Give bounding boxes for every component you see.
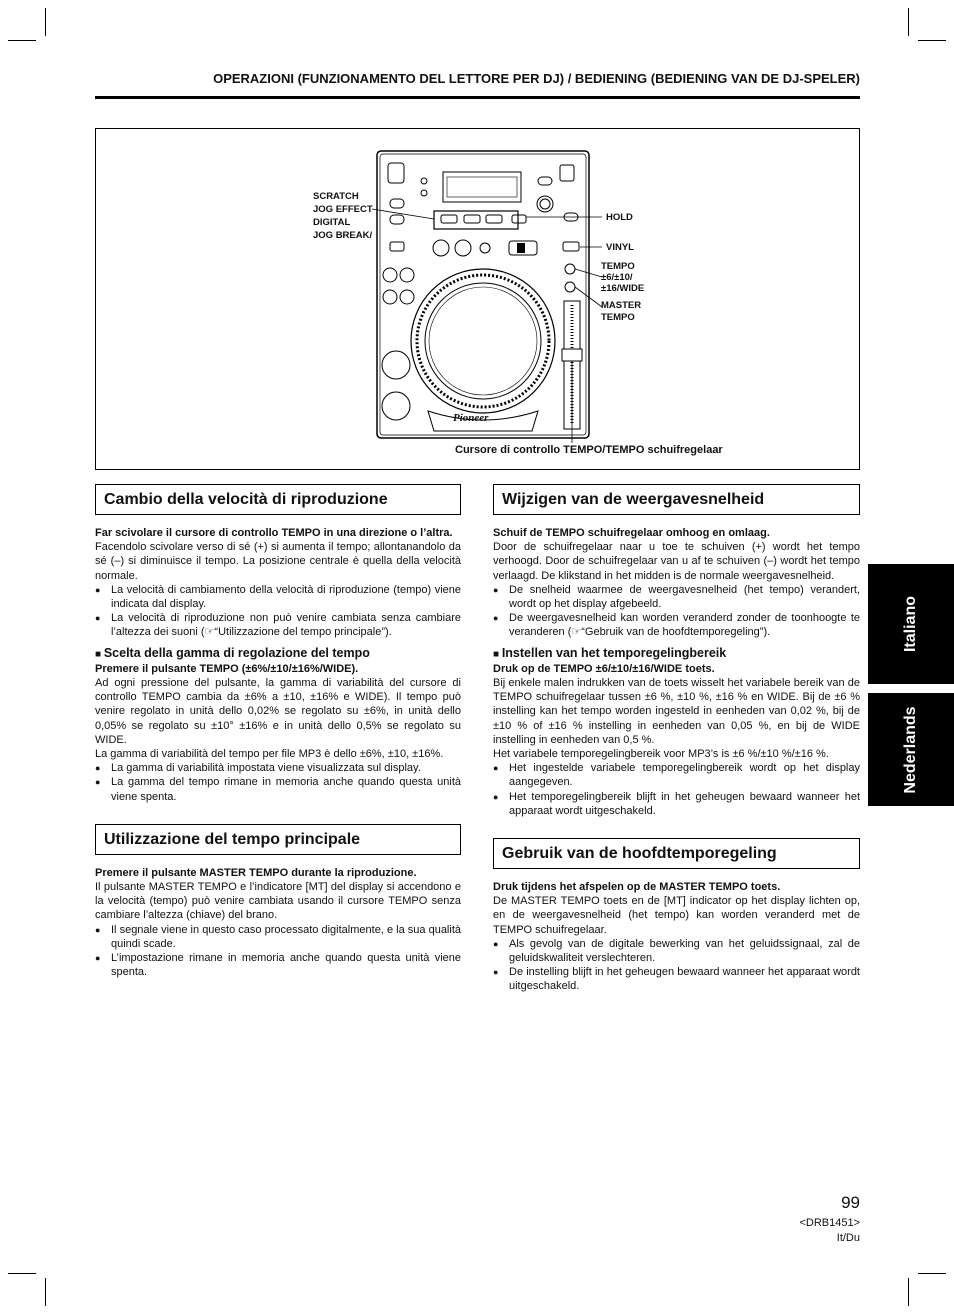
right-column (493, 484, 860, 994)
page-header: OPERAZIONI (FUNZIONAMENTO DEL LETTORE PER DJ) / BEDIENING (BEDIENING VAN DE DJ-SPELER) (213, 71, 860, 86)
instruction: Schuif de TEMPO schuifregelaar omhoog en omlaag. (493, 527, 770, 539)
paragraph: Ad ogni pressione del pulsante, la gamma di variabilità del cursore di controllo TEMPO cambia da ±6% a ±10, ±16% e WIDE). Il tempo può venire regolato in unità dello 0,02% se regolato su ±6%, in unità dello 0,05% se regolato su ±10° ±16% e in unità dello 0,5% se regolato su WIDE. (95, 677, 461, 746)
paragraph: La gamma di variabilità del tempo per file MP3 è dello ±6%, ±10, ±16%. (95, 748, 444, 761)
bullet: ● L’impostazione rimane in memoria anche quando questa unità viene spenta. (95, 951, 461, 979)
left-column (95, 484, 461, 979)
instruction: Premere il pulsante MASTER TEMPO durante la riproduzione. (95, 866, 417, 879)
bullet: ● La velocità di cambiamento della velocità di riproduzione (tempo) viene indicata dal display. (95, 583, 461, 611)
label-tempo: TEMPO ±6/±10/ ±16/WIDE (601, 261, 645, 294)
bullet: ● Als gevolg van de digitale bewerking van het geluidssignaal, zal de geluidskwaliteit verslechteren. (493, 937, 860, 965)
instruction: Premere il pulsante TEMPO (±6%/±10/±16%/WIDE). (95, 662, 359, 675)
bullet: ● La velocità di riproduzione non può venire cambiata senza cambiare l’altezza dei suoni (☞“Utilizzazione del tempo principale”). (95, 611, 461, 639)
bullet: ● De weergavesnelheid kan worden veranderd zonder de toonhoogte te veranderen (☞“Gebruik van de hoofdtemporegeling”). (493, 611, 860, 639)
header-rule (95, 96, 860, 99)
instruction: Druk op de TEMPO ±6/±10/±16/WIDE toets. (493, 662, 715, 675)
subheading: ■ Instellen van het temporegelingbereik (493, 646, 860, 662)
paragraph: Door de schuifregelaar naar u toe te schuiven (+) wordt het tempo verhoogd. Door de schuifregelaar van u af te schuiven (–) wordt het tempo verlaagd. De klikstand in het midden is de normale weergavesnelheid. (493, 541, 860, 582)
label-hold: HOLD (606, 212, 633, 223)
page-number: 99 (841, 1193, 860, 1212)
label-vinyl: VINYL (606, 242, 634, 253)
instruction: Druk tijdens het afspelen op de MASTER TEMPO toets. (493, 881, 781, 894)
bullet: ● La gamma di variabilità impostata viene visualizzata sul display. (95, 761, 461, 775)
bullet: ● La gamma del tempo rimane in memoria anche quando questa unità viene spenta. (95, 775, 461, 803)
label-scratch: SCRATCH JOG EFFECT DIGITAL JOG BREAK/ (313, 191, 373, 241)
paragraph: Il pulsante MASTER TEMPO e l’indicatore [MT] del display si accendono e la velocità (tempo) può venire cambiata usando il cursore TEMPO senza cambiare l’altezza (chiave) del brano. (95, 881, 461, 922)
bullet: ● De instelling blijft in het geheugen bewaard wanneer het apparaat wordt uitgeschakeld. (493, 965, 860, 993)
bullet: ● Het ingestelde variabele temporegelingbereik wordt op het display aangegeven. (493, 761, 860, 789)
paragraph: De MASTER TEMPO toets en de [MT] indicator op het display lichten op, en de weergavesnelheid (het tempo) kan worden veranderd met de TEMPO schuifregelaar. (493, 895, 860, 936)
bullet: ● Het temporegelingbereik blijft in het geheugen bewaard wanneer het apparaat wordt uitgeschakeld. (493, 790, 860, 818)
paragraph: Bij enkele malen indrukken van de toets wisselt het variabele bereik van de TEMPO schuifregelaar tussen ±6 %, ±10 %, ±16 % en WIDE. Bij de ±6 % instelling kan het tempo worden ingesteld in eenheden van 0,02 %, bij de ±10 % of ±16 % instelling in eenheden van 0,05 %, en bij de WIDE instelling in eenheden van 0,5 %. (493, 677, 860, 746)
label-master-tempo: MASTER TEMPO (601, 300, 642, 323)
tab-italiano[interactable]: Italiano (868, 564, 954, 684)
paragraph: Facendolo scivolare verso di sé (+) si aumenta il tempo; allontanandolo da sé (–) si diminuisce il tempo. La posizione centrale è quella della velocità normale. (95, 541, 461, 582)
doc-code: <DRB1451> It/Du (799, 1217, 860, 1244)
section-title: Wijzigen van de weergavesnelheid (493, 484, 860, 515)
pioneer-logo-text: Pioneer (453, 412, 489, 424)
bullet: ● Il segnale viene in questo caso processato digitalmente, e la sua qualità quindi scade. (95, 923, 461, 951)
paragraph: Het variabele temporegelingbereik voor MP3’s is ±6 %/±10 %/±16 %. (493, 748, 829, 761)
figure-caption: Cursore di controllo TEMPO/TEMPO schuifregelaar (455, 444, 723, 456)
tab-nederlands[interactable]: Nederlands (868, 693, 954, 806)
bullet: ● De snelheid waarmee de weergavesnelheid (het tempo) verandert, wordt op het display afgebeeld. (493, 583, 860, 611)
section-title: Gebruik van de hoofdtemporegeling (493, 838, 860, 869)
subheading: ■ Scelta della gamma di regolazione del tempo (95, 646, 461, 662)
section-title: Cambio della velocità di riproduzione (95, 484, 461, 515)
section-title: Utilizzazione del tempo principale (95, 824, 461, 855)
instruction: Far scivolare il cursore di controllo TEMPO in una direzione o l’altra. (95, 527, 453, 539)
